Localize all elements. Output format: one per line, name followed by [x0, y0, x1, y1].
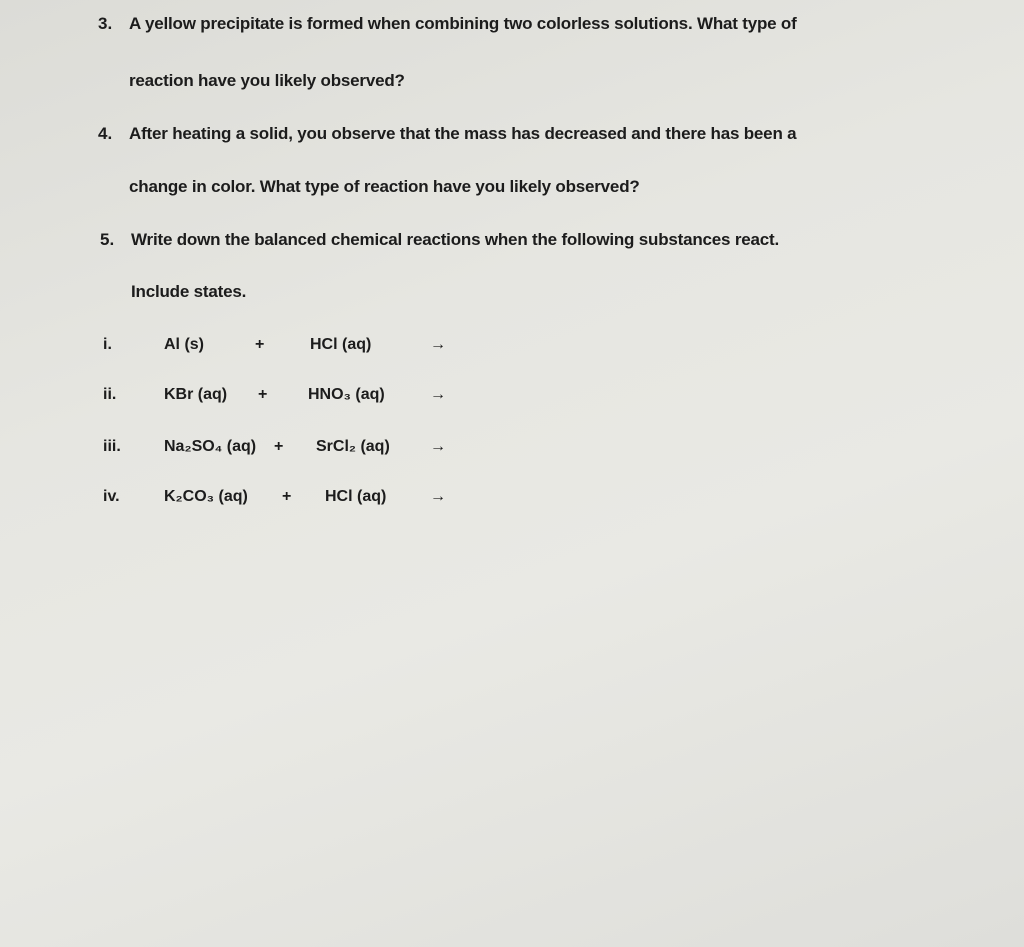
plus-sign: +: [274, 438, 284, 455]
reaction-label: iv.: [103, 488, 120, 505]
question-4-line-1: After heating a solid, you observe that the mass has decreased and there has been a: [129, 124, 797, 143]
plus-sign: +: [255, 336, 265, 353]
reaction-arrow-icon: →: [430, 438, 446, 455]
question-5-line-1: Write down the balanced chemical reactions when the following substances react.: [131, 230, 779, 249]
reaction-label: ii.: [103, 386, 117, 403]
reactant-2: SrCl₂ (aq): [316, 438, 390, 455]
question-3-number: 3.: [98, 14, 113, 33]
plus-sign: +: [258, 386, 268, 403]
question-3-line-2: reaction have you likely observed?: [129, 71, 405, 90]
reactant-1: Al (s): [164, 336, 204, 353]
reaction-label: i.: [103, 336, 112, 353]
reaction-label: iii.: [103, 438, 121, 455]
reaction-arrow-icon: →: [430, 386, 446, 403]
reactant-2: HCl (aq): [325, 488, 387, 505]
reactant-1: Na₂SO₄ (aq): [164, 438, 257, 455]
question-4-line-2: change in color. What type of reaction have you likely observed?: [129, 177, 640, 196]
plus-sign: +: [282, 488, 292, 505]
reaction-arrow-icon: →: [430, 488, 446, 505]
reactant-2: HCl (aq): [310, 336, 372, 353]
question-3-line-1: A yellow precipitate is formed when combining two colorless solutions. What type of: [129, 14, 797, 33]
reactant-1: K₂CO₃ (aq): [164, 488, 248, 505]
reaction-arrow-icon: →: [430, 336, 446, 353]
reactant-2: HNO₃ (aq): [308, 386, 385, 403]
question-5-number: 5.: [100, 230, 115, 249]
question-5-line-2: Include states.: [131, 282, 247, 301]
question-4-number: 4.: [98, 124, 113, 143]
reactant-1: KBr (aq): [164, 386, 228, 403]
